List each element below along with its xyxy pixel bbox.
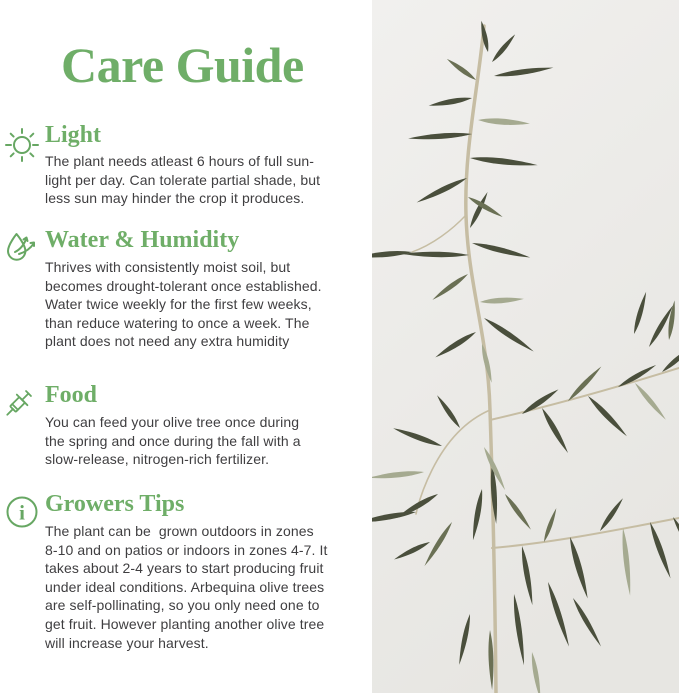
body-line: Thrives with consistently moist soil, but (45, 259, 291, 275)
body-line: plant does not need any extra humidity (45, 333, 290, 350)
olive-branch-illustration (372, 0, 679, 693)
body-line: 8-10 and on patios or indoors in zones 4-7. It (45, 541, 328, 558)
body-line: less sun may hinder the crop it produces. (45, 190, 305, 207)
body-line: becomes drought-tolerant once established. (45, 277, 322, 294)
body-line: Water twice weekly for the first few weeks, (45, 296, 312, 313)
body-line: takes about 2-4 years to start producing fruit (45, 560, 324, 577)
body-line: The plant needs atleast 6 hours of full sun- (45, 153, 315, 169)
water-cycle-icon (3, 228, 41, 266)
section-body-light (45, 152, 320, 208)
body-line: than reduce watering to once a week. The (45, 314, 310, 331)
section-heading-light: Light (45, 122, 102, 148)
body-line: will increase your harvest. (45, 634, 209, 651)
info-glyph: i (19, 500, 25, 525)
section-heading-food: Food (45, 382, 98, 408)
body-line: slow-release, nitrogen-rich fertilizer. (45, 451, 270, 468)
body-line: the spring and once during the fall with a (45, 432, 301, 449)
section-body-food (45, 413, 301, 469)
body-line: The plant can be grown outdoors in zones (45, 523, 314, 539)
section-heading-water: Water & Humidity (45, 227, 240, 253)
body-line: are self-pollinating, so you only need one to (45, 597, 320, 614)
body-line: get fruit. However planting another olive tree (45, 615, 325, 632)
body-line: under ideal conditions. Arbequina olive trees (45, 578, 325, 595)
section-body-growers-tips (45, 522, 327, 652)
section-heading-growers-tips: Growers Tips (45, 491, 185, 517)
olive-tree-photo (372, 0, 679, 693)
sun-icon (4, 127, 40, 163)
info-icon (5, 495, 39, 529)
page-title: Care Guide (61, 37, 304, 93)
body-line: light per day. Can tolerate partial shade, but (45, 171, 321, 188)
body-line: You can feed your olive tree once during (45, 414, 300, 430)
fertilizer-syringe-icon (0, 382, 40, 422)
section-body-water (45, 258, 322, 351)
